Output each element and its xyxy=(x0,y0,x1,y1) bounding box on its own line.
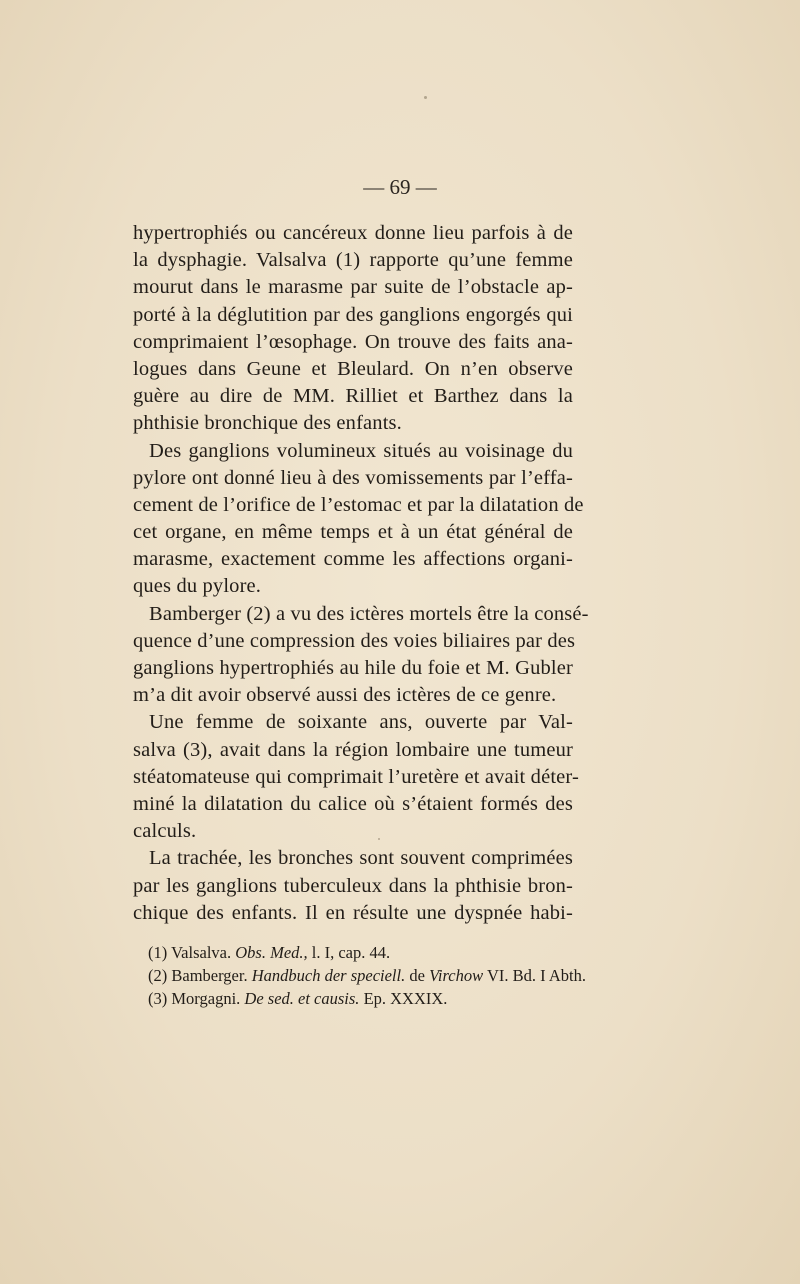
text-line: ques du pylore. xyxy=(133,575,262,598)
text-line: quence d’une compression des voies biliaires par des xyxy=(133,629,576,652)
text-line: cet organe, en même temps et à un état général de xyxy=(133,521,573,544)
text-line: guère au dire de MM. Rilliet et Barthez dans la xyxy=(133,385,573,408)
footnote-author: Bamberger. xyxy=(171,966,248,985)
footnote-title: Handbuch der speciell. xyxy=(251,966,406,985)
footnote-1 xyxy=(148,941,588,964)
footnote-marker: (3) xyxy=(148,989,168,1008)
text-line: cement de l’orifice de l’estomac et par la dilatation de xyxy=(133,493,584,516)
text-line: phthisie bronchique des enfants. xyxy=(133,412,402,435)
footnote-reference: Ep. XXXIX. xyxy=(363,989,448,1008)
page-number: — 69 — xyxy=(363,175,437,199)
footnote-title: De sed. et causis. xyxy=(244,989,360,1008)
text-line: comprimaient l’œsophage. On trouve des faits ana- xyxy=(133,330,573,353)
footnote-3 xyxy=(148,987,588,1010)
footnote-reference: l. I, cap. 44. xyxy=(311,943,391,962)
text-line: salva (3), avait dans la région lombaire une tumeur xyxy=(133,738,573,761)
paragraph-start-line: Une femme de soixante ans, ouverte par Val- xyxy=(149,711,573,734)
footnote-author: Valsalva. xyxy=(171,943,232,962)
footnote-reference: VI. Bd. I Abth. xyxy=(486,966,586,985)
text-line: miné la dilatation du calice où s’étaient formés des xyxy=(133,792,573,815)
text-line: calculs. xyxy=(133,820,197,843)
paragraph-start-line: Des ganglions volumineux situés au voisinage du xyxy=(149,439,573,462)
text-line: m’a dit avoir observé aussi des ictères de ce genre. xyxy=(133,684,557,707)
paragraph-start-line: Bamberger (2) a vu des ictères mortels être la consé- xyxy=(149,602,589,625)
footnote-2 xyxy=(148,964,588,987)
footnote-title: Obs. Med., xyxy=(235,943,308,962)
text-line: chique des enfants. Il en résulte une dyspnée habi- xyxy=(133,901,573,924)
footnote-marker: (1) xyxy=(148,943,168,962)
footnote-marker: (2) xyxy=(148,966,168,985)
paragraph-start-line: La trachée, les bronches sont souvent comprimées xyxy=(149,847,573,870)
footnote-editor: Virchow xyxy=(429,966,484,985)
text-line: ganglions hypertrophiés au hile du foie et M. Gubler xyxy=(133,657,573,679)
text-line: mourut dans le marasme par suite de l’obstacle ap- xyxy=(133,276,573,299)
footnote-author: Morgagni. xyxy=(171,989,241,1008)
text-line: porté à la déglutition par des ganglions engorgés qui xyxy=(133,303,573,326)
footnotes xyxy=(148,941,588,1010)
text-line: logues dans Geune et Bleulard. On n’en observe xyxy=(133,357,573,380)
paper-spot xyxy=(424,96,427,99)
text-line: stéatomateuse qui comprimait l’uretère et avait déter- xyxy=(133,765,579,788)
text-line: marasme, exactement comme les affections organi- xyxy=(133,548,573,571)
text-line: la dysphagie. Valsalva (1) rapporte qu’une femme xyxy=(133,249,573,272)
text-line: pylore ont donné lieu à des vomissements par l’effa- xyxy=(133,466,573,489)
body-text xyxy=(133,220,589,927)
text-line: par les ganglions tuberculeux dans la phthisie bron- xyxy=(133,874,573,897)
text-line: hypertrophiés ou cancéreux donne lieu parfois à de xyxy=(133,222,573,244)
footnote-connector: de xyxy=(409,966,425,985)
